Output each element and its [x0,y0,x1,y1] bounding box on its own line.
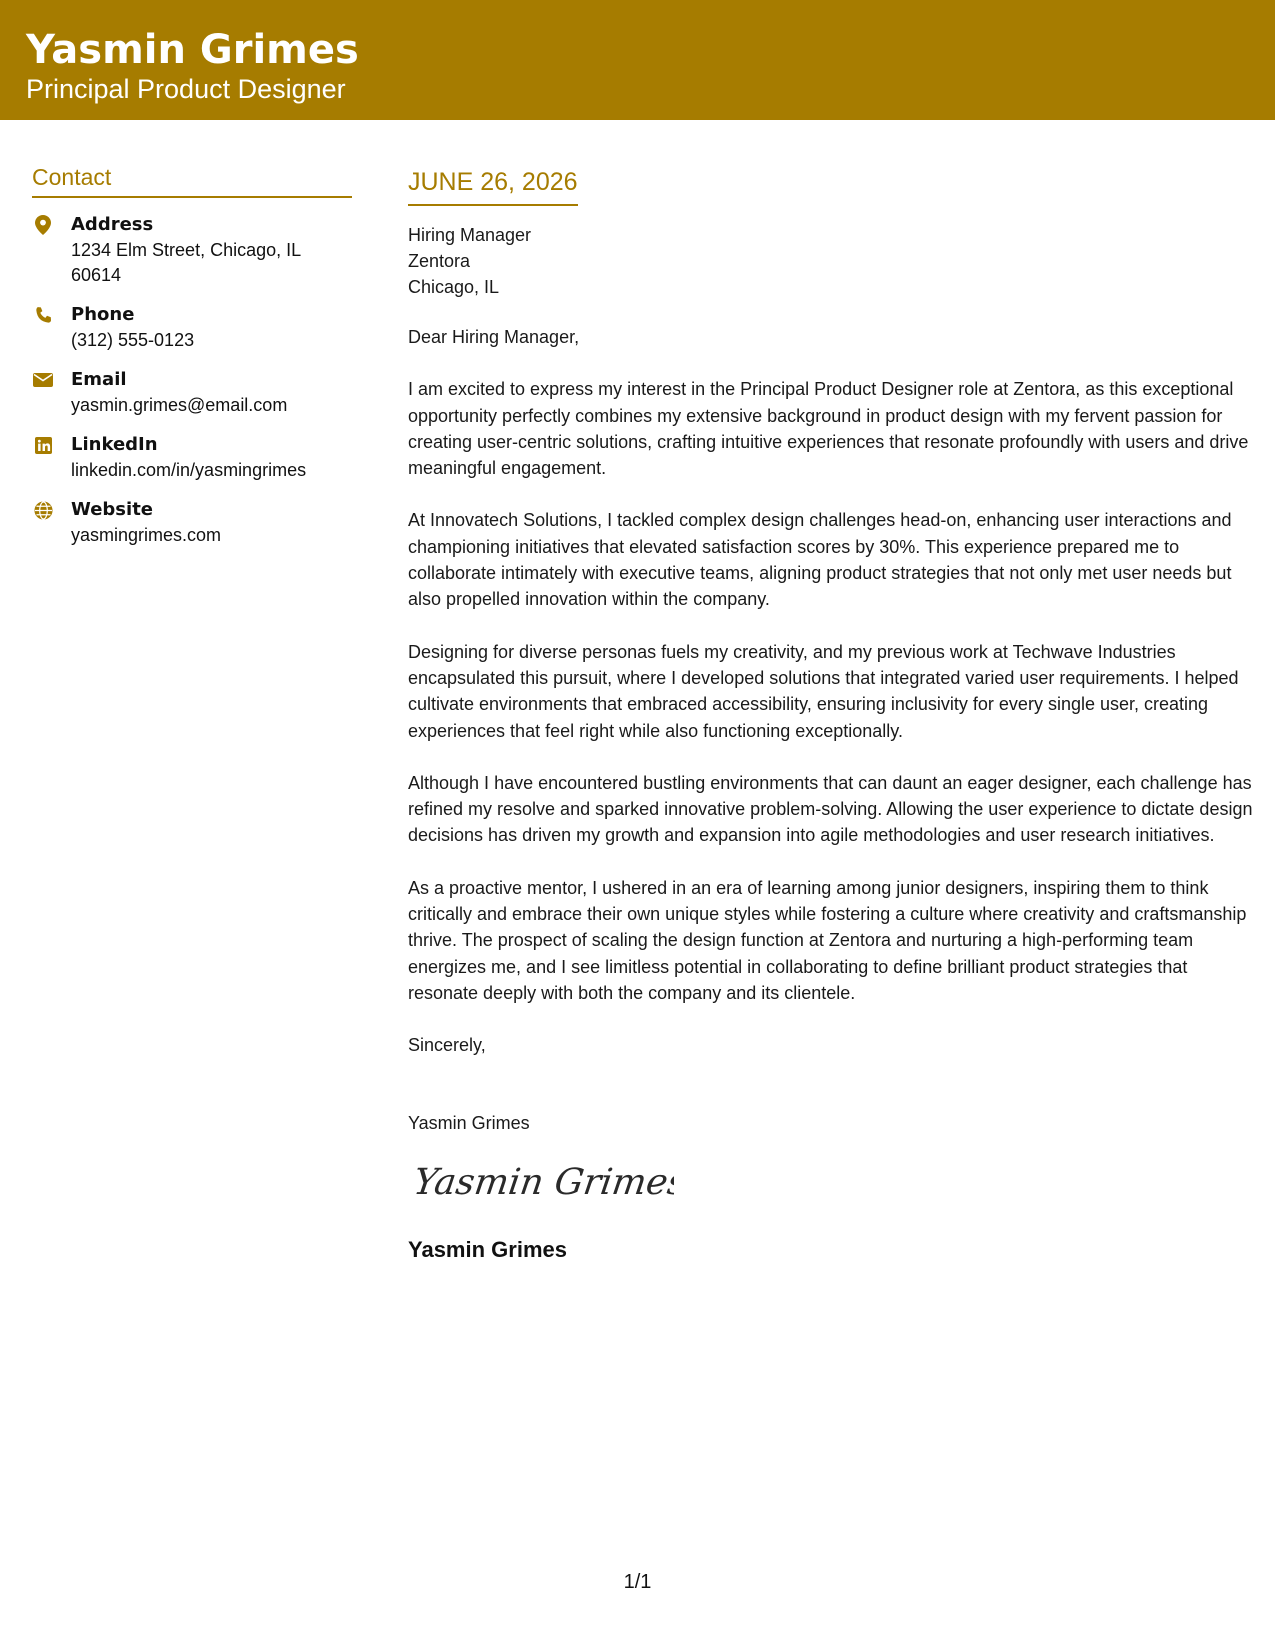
globe-icon [32,499,54,521]
closing: Sincerely, [408,1035,486,1056]
linkedin-icon [32,434,54,456]
email-label: Email [71,369,127,390]
recipient-block [408,222,1258,300]
phone-value: (312) 555-0123 [71,330,195,350]
handwritten-signature [414,1152,674,1212]
recipient-location: Chicago, IL [408,277,500,297]
contact-email [32,367,352,418]
phone-icon [32,304,54,326]
contact-website [32,497,352,548]
recipient-line: Hiring Manager [408,225,532,245]
signature-glyphs: Yasmin Grimes [414,1159,674,1203]
linkedin-label: LinkedIn [71,434,158,455]
page-number: 1/1 [623,1571,652,1593]
contact-phone [32,302,352,353]
contact-heading: Contact [32,160,352,198]
envelope-icon [32,369,54,391]
applicant-role: Principal Product Designer [26,74,346,104]
typed-name: Yasmin Grimes [408,1112,530,1133]
address-value: 1234 Elm Street, Chicago, IL 60614 [71,240,301,285]
linkedin-value[interactable]: linkedin.com/in/yasmingrimes [71,460,307,480]
greeting: Dear Hiring Manager, [408,327,580,347]
body-paragraph: Designing for diverse personas fuels my creativity, and my previous work at Techwave Industries encapsulated this pursuit, where I developed solutions that integrated varied user requirements. I helped cultivate environments that embraced accessibility, ensuring inclusivity for every single user, creating experiences that feel right while also functioning exceptionally. [408,641,1239,741]
recipient-company: Zentora [408,251,471,271]
signature-name: Yasmin Grimes [408,1236,567,1262]
body-paragraph: At Innovatech Solutions, I tackled complex design challenges head-on, enhancing user interactions and championing initiatives that elevated satisfaction scores by 30%. This experience prepared me to collaborate intimately with executive teams, aligning product strategies that not only met user needs but also propelled innovation within the company. [408,510,1232,610]
email-value[interactable]: yasmin.grimes@email.com [71,395,288,415]
body-paragraph: Although I have encountered bustling environments that can daunt an eager designer, each challenge has refined my resolve and sparked innovative problem-solving. Allowing the user experience to dictate design decisions has driven my growth and expansion into agile methodologies and user research initiatives. [408,772,1253,846]
address-label: Address [71,214,154,235]
contact-address [32,212,352,288]
letter-date: JUNE 26, 2026 [408,164,578,206]
header-banner [0,0,1275,120]
map-pin-icon [32,214,54,236]
contact-linkedin [32,432,352,483]
body-paragraph: As a proactive mentor, I ushered in an era of learning among junior designers, inspiring them to think critically and embrace their own unique styles while fostering a culture where creativity and craftsmanship thrive. The prospect of scaling the design function at Zentora and nurturing a high-performing team energizes me, and I see limitless potential in collaborating to define brilliant product strategies that resonate deeply with both the company and its clientele. [408,877,1247,1003]
website-label: Website [71,499,154,520]
letter-body [408,164,1258,1265]
phone-label: Phone [71,304,135,325]
contact-sidebar [32,160,352,548]
applicant-name: Yasmin Grimes [26,27,359,73]
website-value[interactable]: yasmingrimes.com [71,525,222,545]
body-paragraph: I am excited to express my interest in the Principal Product Designer role at Zentora, as this exceptional opportunity perfectly combines my extensive background in product design with my fervent passion for creating user-centric solutions, crafting intuitive experiences that resonate profoundly with users and drive meaningful engagement. [408,379,1249,479]
